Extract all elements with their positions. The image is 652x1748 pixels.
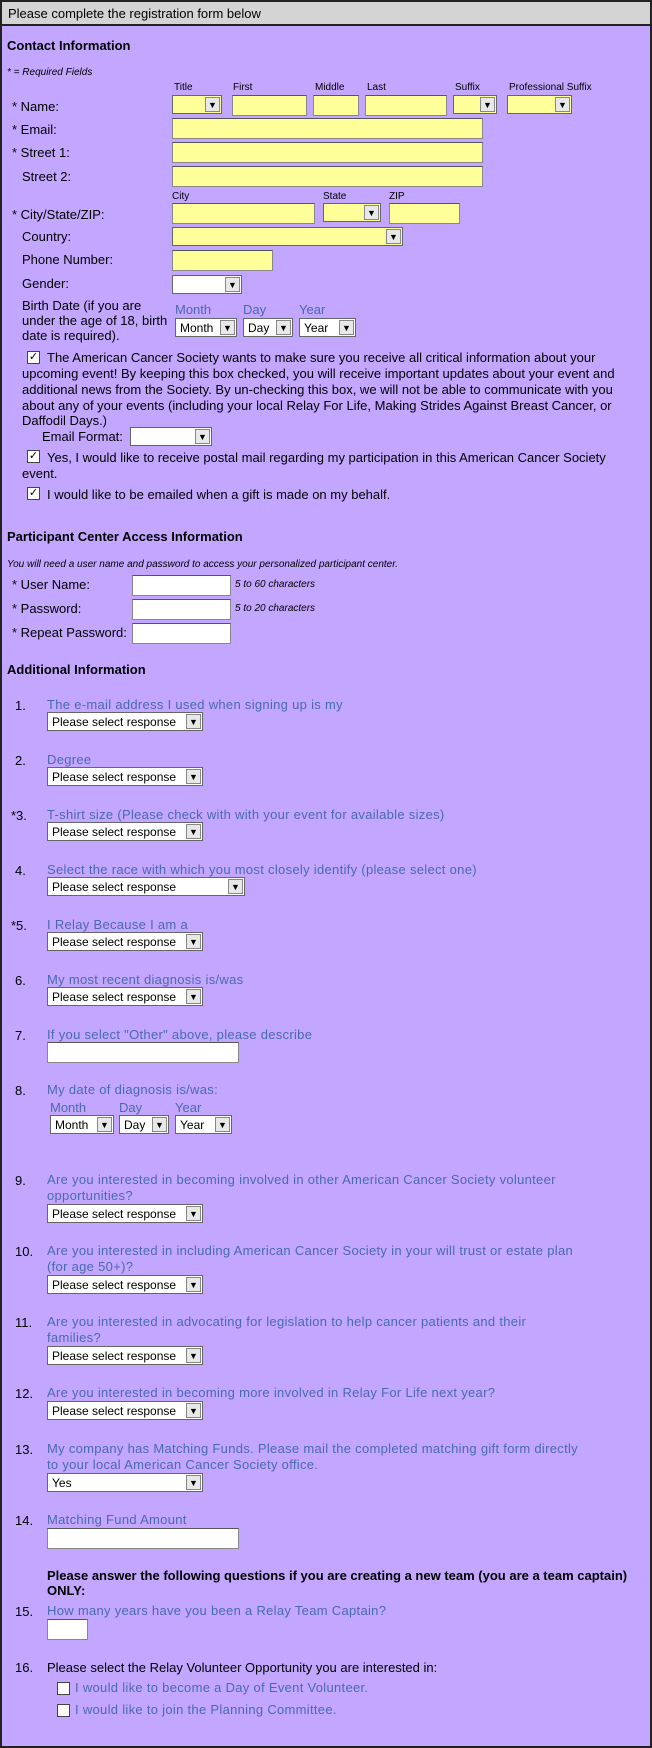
- postal-mail-line-2: event.: [22, 466, 58, 481]
- chevron-down-icon: ▼: [186, 934, 201, 949]
- email-input[interactable]: [172, 118, 483, 139]
- q1-number: 1.: [15, 698, 26, 713]
- chevron-down-icon: ▼: [339, 320, 354, 335]
- chevron-down-icon: ▼: [186, 769, 201, 784]
- q8-number: 8.: [15, 1083, 26, 1098]
- birth-month-col-label: Month: [175, 302, 212, 317]
- q8-text: My date of diagnosis is/was:: [47, 1082, 218, 1097]
- title-select[interactable]: [172, 95, 222, 114]
- chevron-down-icon: ▼: [186, 1348, 201, 1363]
- acs-updates-line-1: The American Cancer Society wants to make sure you receive all critical information about your: [47, 350, 596, 365]
- city-input[interactable]: [172, 203, 315, 224]
- q10-text: Are you interested in including American Cancer Society in your will trust or estate plan (for age 50+)?: [47, 1243, 573, 1274]
- chevron-down-icon: ▼: [152, 1117, 167, 1132]
- middle-name-input[interactable]: [313, 95, 359, 116]
- birth-day-col-label: Day: [243, 302, 267, 317]
- middle-col-label: Middle: [315, 82, 345, 93]
- q3-select[interactable]: Please select response ▼: [47, 822, 203, 841]
- street2-label: Street 2:: [22, 169, 72, 184]
- q11-text: Are you interested in advocating for legislation to help cancer patients and their families?: [47, 1314, 527, 1345]
- password-label: * Password:: [12, 601, 82, 616]
- email-format-select[interactable]: [130, 427, 212, 446]
- captain-note: Please answer the following questions if you are creating a new team (you are a team captain) ONLY:: [47, 1568, 628, 1598]
- q11-select[interactable]: Please select response ▼: [47, 1346, 203, 1365]
- acs-updates-line-5: Daffodil Days.): [22, 413, 108, 428]
- gender-label: Gender:: [22, 276, 69, 291]
- access-heading: Participant Center Access Information: [7, 529, 243, 544]
- q2-text: Degree: [47, 752, 92, 767]
- q9-select[interactable]: Please select response ▼: [47, 1204, 203, 1223]
- q8-year-col-label: Year: [175, 1100, 202, 1115]
- chevron-down-icon: ▼: [186, 1206, 201, 1221]
- q4-select[interactable]: Please select response ▼: [47, 877, 245, 896]
- state-col-label: State: [323, 191, 347, 202]
- required-note: * = Required Fields: [7, 67, 93, 78]
- city-col-label: City: [172, 191, 190, 202]
- gift-email-label: I would like to be emailed when a gift is made on my behalf.: [47, 487, 391, 502]
- q6-number: 6.: [15, 973, 26, 988]
- postal-mail-line-1: Yes, I would like to receive postal mail regarding my participation in this American Cancer Society: [47, 450, 606, 465]
- gift-email-checkbox[interactable]: ✓: [28, 487, 39, 499]
- birth-year-select[interactable]: Year ▼: [299, 318, 356, 337]
- chevron-down-icon: ▼: [186, 989, 201, 1004]
- q8-month-select[interactable]: Month ▼: [50, 1115, 114, 1134]
- q13-text: My company has Matching Funds. Please mail the completed matching gift form directly to your local American Cancer Society office.: [47, 1441, 578, 1472]
- zip-col-label: ZIP: [389, 191, 405, 202]
- form-title: Please complete the registration form below: [2, 2, 650, 26]
- q15-number: 15.: [15, 1604, 34, 1619]
- q7-number: 7.: [15, 1028, 26, 1043]
- q16-day-of-event-label: I would like to become a Day of Event Volunteer.: [75, 1680, 369, 1695]
- q9-number: 9.: [15, 1173, 26, 1188]
- username-input[interactable]: [132, 575, 231, 596]
- q14-text: Matching Fund Amount: [47, 1512, 187, 1527]
- birth-day-select[interactable]: Day ▼: [243, 318, 293, 337]
- chevron-down-icon: ▼: [205, 97, 220, 112]
- q3-number: *3.: [11, 808, 27, 823]
- gender-select[interactable]: [172, 275, 242, 294]
- q13-number: 13.: [15, 1442, 34, 1457]
- chevron-down-icon: ▼: [186, 1475, 201, 1490]
- q5-select[interactable]: Please select response ▼: [47, 932, 203, 951]
- password-input[interactable]: [132, 599, 231, 620]
- q5-number: *5.: [11, 918, 27, 933]
- birth-label-line-1: Birth Date (if you are: [22, 298, 142, 313]
- q15-text: How many years have you been a Relay Team Captain?: [47, 1603, 387, 1618]
- acs-updates-checkbox[interactable]: ✓: [28, 351, 39, 363]
- q12-number: 12.: [15, 1386, 34, 1401]
- chevron-down-icon: ▼: [97, 1117, 112, 1132]
- professional-suffix-select[interactable]: [507, 95, 572, 114]
- country-select[interactable]: [172, 227, 403, 246]
- password-hint: 5 to 20 characters: [235, 603, 316, 614]
- first-col-label: First: [233, 82, 253, 93]
- q3-text: T-shirt size (Please check with with your event for available sizes): [47, 807, 445, 822]
- first-name-input[interactable]: [232, 95, 307, 116]
- q8-year-select[interactable]: Year ▼: [175, 1115, 232, 1134]
- professional-suffix-col-label: Professional Suffix: [509, 82, 592, 93]
- chevron-down-icon: ▼: [480, 97, 495, 112]
- q11-number: 11.: [15, 1315, 33, 1330]
- q4-number: 4.: [15, 863, 26, 878]
- q8-day-col-label: Day: [119, 1100, 143, 1115]
- q1-text: The e-mail address I used when signing up is my: [47, 697, 343, 712]
- access-note: You will need a user name and password to access your personalized participant center.: [7, 559, 398, 570]
- street1-label: * Street 1:: [12, 145, 70, 160]
- email-format-label: Email Format:: [42, 429, 123, 444]
- q7-input[interactable]: [47, 1042, 239, 1063]
- chevron-down-icon: ▼: [186, 714, 201, 729]
- q14-number: 14.: [15, 1513, 34, 1528]
- chevron-down-icon: ▼: [364, 205, 379, 220]
- q13-select[interactable]: Yes ▼: [47, 1473, 203, 1492]
- phone-input[interactable]: [172, 250, 273, 271]
- chevron-down-icon: ▼: [386, 229, 401, 244]
- suffix-select[interactable]: [453, 95, 497, 114]
- name-label: * Name:: [12, 99, 59, 114]
- additional-heading: Additional Information: [7, 662, 146, 677]
- street1-input[interactable]: [172, 142, 483, 163]
- q16-text: Please select the Relay Volunteer Opportunity you are interested in:: [47, 1660, 438, 1675]
- q2-number: 2.: [15, 753, 26, 768]
- q16-planning-committee-label: I would like to join the Planning Committee.: [75, 1702, 337, 1717]
- city-state-zip-label: * City/State/ZIP:: [12, 207, 105, 222]
- repeat-password-label: * Repeat Password:: [12, 625, 127, 640]
- repeat-password-input[interactable]: [132, 623, 231, 644]
- last-name-input[interactable]: [365, 95, 447, 116]
- birth-month-select[interactable]: Month ▼: [175, 318, 237, 337]
- q16-day-of-event-checkbox[interactable]: [57, 1682, 70, 1695]
- zip-input[interactable]: [389, 203, 460, 224]
- q5-text: I Relay Because I am a: [47, 917, 188, 932]
- chevron-down-icon: ▼: [195, 429, 210, 444]
- last-col-label: Last: [367, 82, 386, 93]
- q14-input[interactable]: [47, 1528, 239, 1549]
- q12-select[interactable]: Please select response ▼: [47, 1401, 203, 1420]
- chevron-down-icon: ▼: [276, 320, 291, 335]
- chevron-down-icon: ▼: [186, 824, 201, 839]
- acs-updates-line-2: upcoming event! By keeping this box checked, you will receive important updates about your event and: [22, 366, 615, 381]
- acs-updates-line-4: about any of your events (including your local Relay For Life, Making Strides Against Breast Cancer, or: [22, 398, 612, 413]
- chevron-down-icon: ▼: [220, 320, 235, 335]
- q15-input[interactable]: [47, 1619, 88, 1640]
- title-col-label: Title: [174, 82, 193, 93]
- username-label: * User Name:: [12, 577, 91, 592]
- q1-select[interactable]: Please select response ▼: [47, 712, 203, 731]
- birth-date-label: [22, 298, 167, 343]
- chevron-down-icon: ▼: [186, 1403, 201, 1418]
- country-label: Country:: [22, 229, 72, 244]
- suffix-col-label: Suffix: [455, 82, 480, 93]
- postal-mail-checkbox[interactable]: ✓: [28, 450, 39, 462]
- chevron-down-icon: ▼: [215, 1117, 230, 1132]
- username-hint: 5 to 60 characters: [235, 579, 316, 590]
- q8-month-col-label: Month: [50, 1100, 87, 1115]
- phone-label: Phone Number:: [22, 252, 114, 267]
- q6-text: My most recent diagnosis is/was: [47, 972, 244, 987]
- q16-number: 16.: [15, 1660, 34, 1675]
- q9-text: Are you interested in becoming involved in other American Cancer Society volunteer opportunities?: [47, 1172, 556, 1203]
- q7-text: If you select "Other" above, please describe: [47, 1027, 313, 1042]
- q6-select[interactable]: Please select response ▼: [47, 987, 203, 1006]
- chevron-down-icon: ▼: [228, 879, 243, 894]
- q2-select[interactable]: Please select response ▼: [47, 767, 203, 786]
- q4-text: Select the race with which you most closely identify (please select one): [47, 862, 477, 877]
- q12-text: Are you interested in becoming more involved in Relay For Life next year?: [47, 1385, 496, 1400]
- birth-label-line-2: under the age of 18, birth: [22, 313, 168, 328]
- state-select[interactable]: [323, 203, 381, 222]
- birth-label-line-3: date is required).: [22, 328, 120, 343]
- chevron-down-icon: ▼: [186, 1277, 201, 1292]
- street2-input[interactable]: [172, 166, 483, 187]
- q8-day-select[interactable]: Day ▼: [119, 1115, 169, 1134]
- q10-select[interactable]: Please select response ▼: [47, 1275, 203, 1294]
- chevron-down-icon: ▼: [225, 277, 240, 292]
- contact-heading: Contact Information: [7, 38, 131, 53]
- email-label: * Email:: [12, 122, 57, 137]
- q10-number: 10.: [15, 1244, 34, 1259]
- acs-updates-line-3: additional news from the Society. By un-checking this box, we will not be able to communicate with you: [22, 382, 613, 397]
- q16-planning-committee-checkbox[interactable]: [57, 1704, 70, 1717]
- birth-year-col-label: Year: [299, 302, 326, 317]
- chevron-down-icon: ▼: [555, 97, 570, 112]
